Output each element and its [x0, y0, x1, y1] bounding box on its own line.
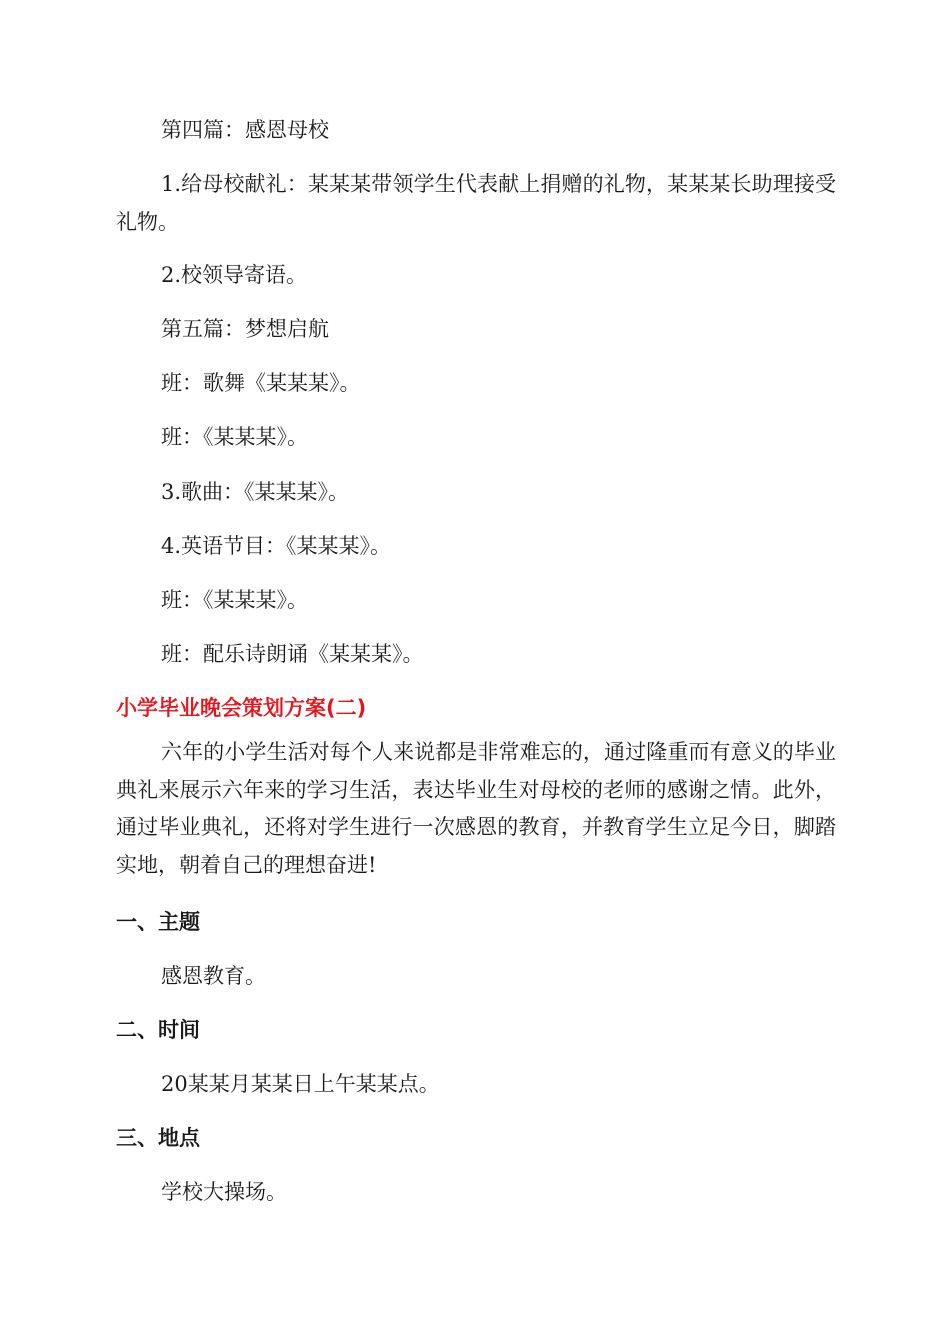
section-heading-theme: 一、主题 [116, 910, 200, 934]
section-heading-time: 二、时间 [116, 1018, 200, 1042]
section-four-title: 第四篇：感恩母校 [161, 118, 329, 142]
program-line: 班：《某某某》。 [161, 588, 308, 612]
section-five-title: 第五篇：梦想启航 [161, 317, 329, 341]
section-content-time: 20某某月某某日上午某某点。 [161, 1072, 440, 1096]
section-four-item-1: 1.给母校献礼：某某某带领学生代表献上捐赠的礼物，某某某长助理接受礼物。 [116, 172, 836, 234]
program-line: 班：配乐诗朗诵《某某某》。 [161, 642, 424, 666]
section-four-item-2: 2.校领导寄语。 [161, 263, 308, 287]
program-line: 3.歌曲：《某某某》。 [161, 480, 350, 504]
section-content-theme: 感恩教育。 [161, 964, 266, 988]
section-heading-location: 三、地点 [116, 1126, 200, 1150]
plan-two-title: 小学毕业晚会策划方案(二) [116, 696, 367, 720]
program-line: 班：《某某某》。 [161, 425, 308, 449]
plan-two-intro: 六年的小学生活对每个人来说都是非常难忘的，通过隆重而有意义的毕业典礼来展示六年来的学习生活，表达毕业生对母校的老师的感谢之情。此外，通过毕业典礼，还将对学生进行一次感恩的教育，并教育学生立足今日，脚踏实地，朝着自己的理想奋进! [116, 740, 836, 877]
section-content-location: 学校大操场。 [161, 1180, 287, 1204]
program-line: 班：歌舞《某某某》。 [161, 371, 361, 395]
program-line: 4.英语节目：《某某某》。 [161, 534, 392, 558]
